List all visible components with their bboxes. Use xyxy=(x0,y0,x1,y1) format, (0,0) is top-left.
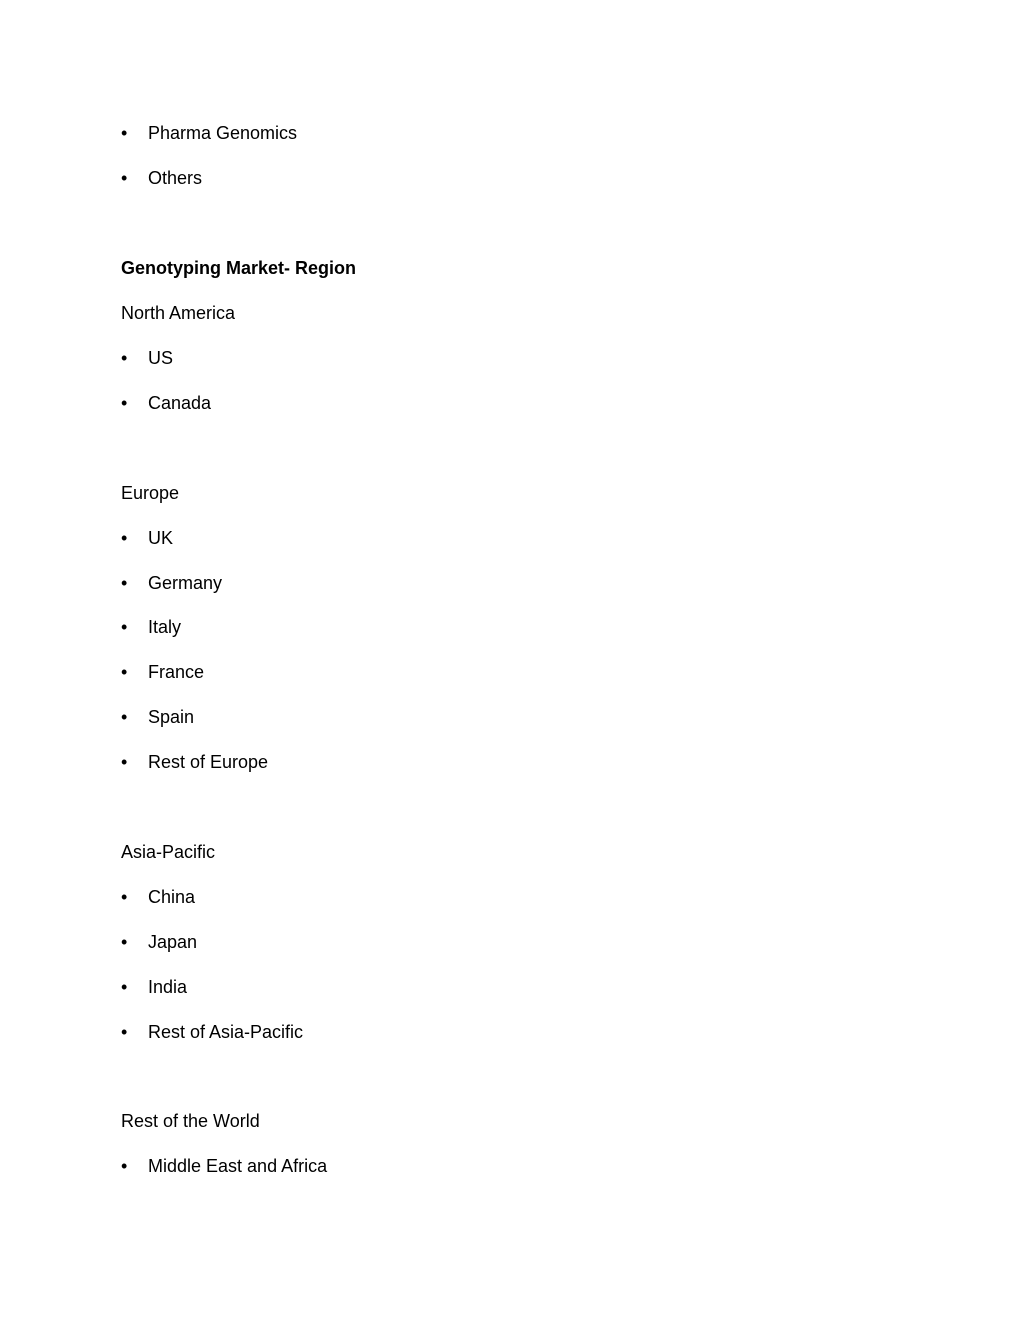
list-item-label: France xyxy=(148,662,205,682)
list-item-label: Rest of Asia-Pacific xyxy=(148,1022,304,1042)
list-item-label: UK xyxy=(148,528,174,548)
list-item-label: Spain xyxy=(148,707,195,727)
list-item-label: Italy xyxy=(148,617,182,637)
section-heading: Genotyping Market- Region xyxy=(121,258,357,278)
list-item-label: Rest of Europe xyxy=(148,752,269,772)
bullet-glyph: • xyxy=(121,348,128,368)
bullet-glyph: • xyxy=(121,887,128,907)
bullet-glyph: • xyxy=(121,573,128,593)
bullet-glyph: • xyxy=(121,752,128,772)
region-heading-asia-pacific: Asia-Pacific xyxy=(121,842,216,862)
bullet-glyph: • xyxy=(121,707,128,727)
bullet-glyph: • xyxy=(121,662,128,682)
bullet-glyph: • xyxy=(121,977,128,997)
list-item-label: Pharma Genomics xyxy=(148,123,298,143)
bullet-glyph: • xyxy=(121,1022,128,1042)
list-item-label: India xyxy=(148,977,188,997)
region-heading-north-america: North America xyxy=(121,303,236,323)
region-heading-rest-of-world: Rest of the World xyxy=(121,1111,260,1131)
list-item-label: Canada xyxy=(148,393,212,413)
list-item-label: Middle East and Africa xyxy=(148,1156,328,1176)
bullet-glyph: • xyxy=(121,393,128,413)
region-heading-europe: Europe xyxy=(121,483,180,503)
bullet-glyph: • xyxy=(121,932,128,952)
bullet-glyph: • xyxy=(121,123,128,143)
list-item-label: China xyxy=(148,887,196,907)
list-item-label: US xyxy=(148,348,174,368)
bullet-glyph: • xyxy=(121,168,128,188)
bullet-glyph: • xyxy=(121,528,128,548)
bullet-glyph: • xyxy=(121,1156,128,1176)
bullet-glyph: • xyxy=(121,617,128,637)
list-item-label: Japan xyxy=(148,932,198,952)
list-item-label: Germany xyxy=(148,573,223,593)
list-item-label: Others xyxy=(148,168,203,188)
